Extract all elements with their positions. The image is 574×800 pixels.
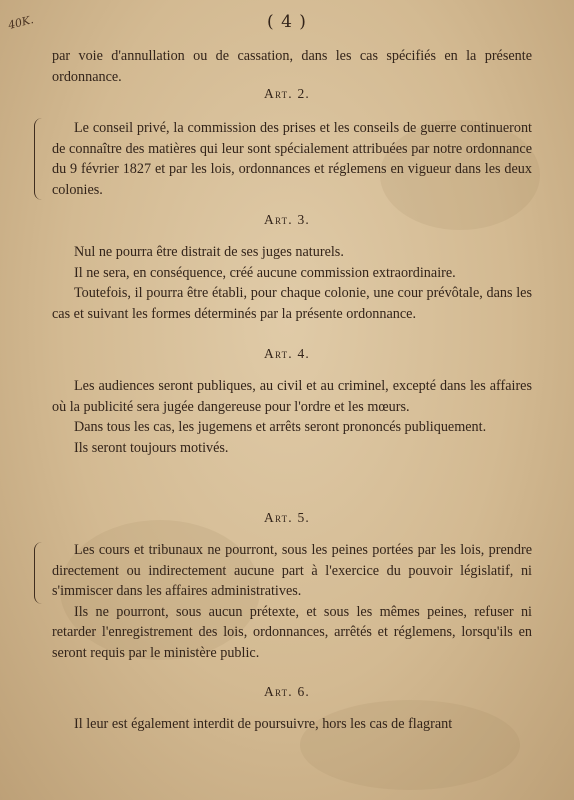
handwritten-corner-mark: 40K. [6, 13, 35, 32]
article-heading: Art. 6. [264, 684, 310, 699]
margin-bracket [34, 542, 45, 604]
article-body [52, 242, 532, 324]
article-heading: Art. 5. [264, 510, 310, 525]
paragraph: Dans tous les cas, les jugemens et arrêts seront prononcés publiquement. [74, 419, 487, 435]
paragraph: par voie d'annullation ou de cassation, dans les cas spécifiés en la présente ordonnance. [52, 48, 532, 85]
opening-paragraph [52, 46, 532, 87]
page-number: ( 4 ) [267, 12, 307, 32]
paragraph: Ils ne pourront, sous aucun prétexte, et sous les mêmes peines, refuser ni retarder l'enregistrement des lois, ordonnances, arrêtés et réglemens, lorsqu'ils en seront requis par le ministère public. [52, 603, 532, 661]
article-heading: Art. 3. [264, 212, 310, 227]
article-body [52, 118, 532, 200]
article-body [52, 714, 532, 735]
paragraph: Nul ne pourra être distrait de ses juges naturels. [74, 244, 344, 260]
paragraph: Il ne sera, en conséquence, créé aucune commission extraordinaire. [74, 264, 456, 281]
article-heading: Art. 4. [264, 346, 310, 361]
article-body [52, 540, 532, 663]
margin-bracket [34, 118, 45, 200]
article-heading: Art. 2. [264, 86, 310, 101]
paragraph: Toutefois, il pourra être établi, pour chaque colonie, une cour prévôtale, dans les cas et suivant les formes déterminés par la présente ordonnance. [52, 285, 532, 322]
paragraph: Il leur est également interdit de poursuivre, hors les cas de flagrant [74, 716, 453, 732]
paragraph: Le conseil privé, la commission des prises et les conseils de guerre continueront de connaître des matières qui leur sont spécialement attribuées par notre ordonnance du 9 février 1827 et par les lois, ordonnances et réglemens en vigueur dans les deux colonies. [52, 120, 532, 198]
article-body [52, 376, 532, 458]
paragraph: Les cours et tribunaux ne pourront, sous les peines portées par les lois, prendre directement ou indirectement aucune part à l'exercice du pouvoir législatif, ni s'immiscer dans les affaires administratives. [52, 542, 532, 599]
paragraph: Les audiences seront publiques, au civil et au criminel, excepté dans les affaires où la publicité sera jugée dangereuse pour l'ordre et les mœurs. [52, 378, 532, 415]
paragraph: Ils seront toujours motivés. [74, 439, 229, 456]
